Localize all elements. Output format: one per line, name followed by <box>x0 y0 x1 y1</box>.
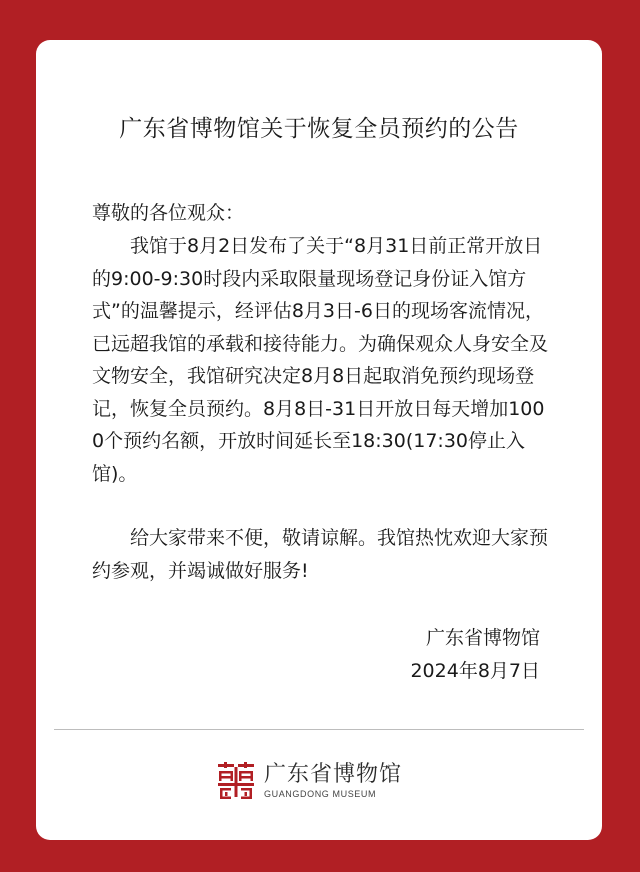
notice-card <box>36 40 602 840</box>
notice-paragraph-1: 我馆于8月2日发布了关于“8月31日前正常开放日的9:00-9:30时段内采取限量现场登记身份证入馆方式”的温馨提示，经评估8月3日-6日的现场客流情况，已远超我馆的承载和接待能力。为确保观众人身安全及文物安全，我馆研究决定8月8日起取消免预约现场登记，恢复全员预约。8月8日-31日开放日每天增加1000个预约名额，开放时间延长至18:30(17:30停止入馆)。 <box>92 235 549 485</box>
signature-organization: 广东省博物馆 <box>425 627 540 649</box>
museum-seal-icon <box>216 761 256 801</box>
footer-divider <box>54 729 584 730</box>
signature-date: 2024年8月7日 <box>410 659 540 682</box>
notice-paragraph-2: 给大家带来不便，敬请谅解。我馆热忱欢迎大家预约参观，并竭诚做好服务! <box>92 527 549 582</box>
museum-name-english: GUANGDONG MUSEUM <box>264 789 377 799</box>
museum-name-chinese: 广东省博物馆 <box>264 762 403 787</box>
notice-signature <box>410 622 540 687</box>
notice-greeting: 尊敬的各位观众： <box>92 202 245 224</box>
notice-title: 广东省博物馆关于恢复全员预约的公告 <box>119 116 519 142</box>
museum-logo <box>216 759 402 803</box>
